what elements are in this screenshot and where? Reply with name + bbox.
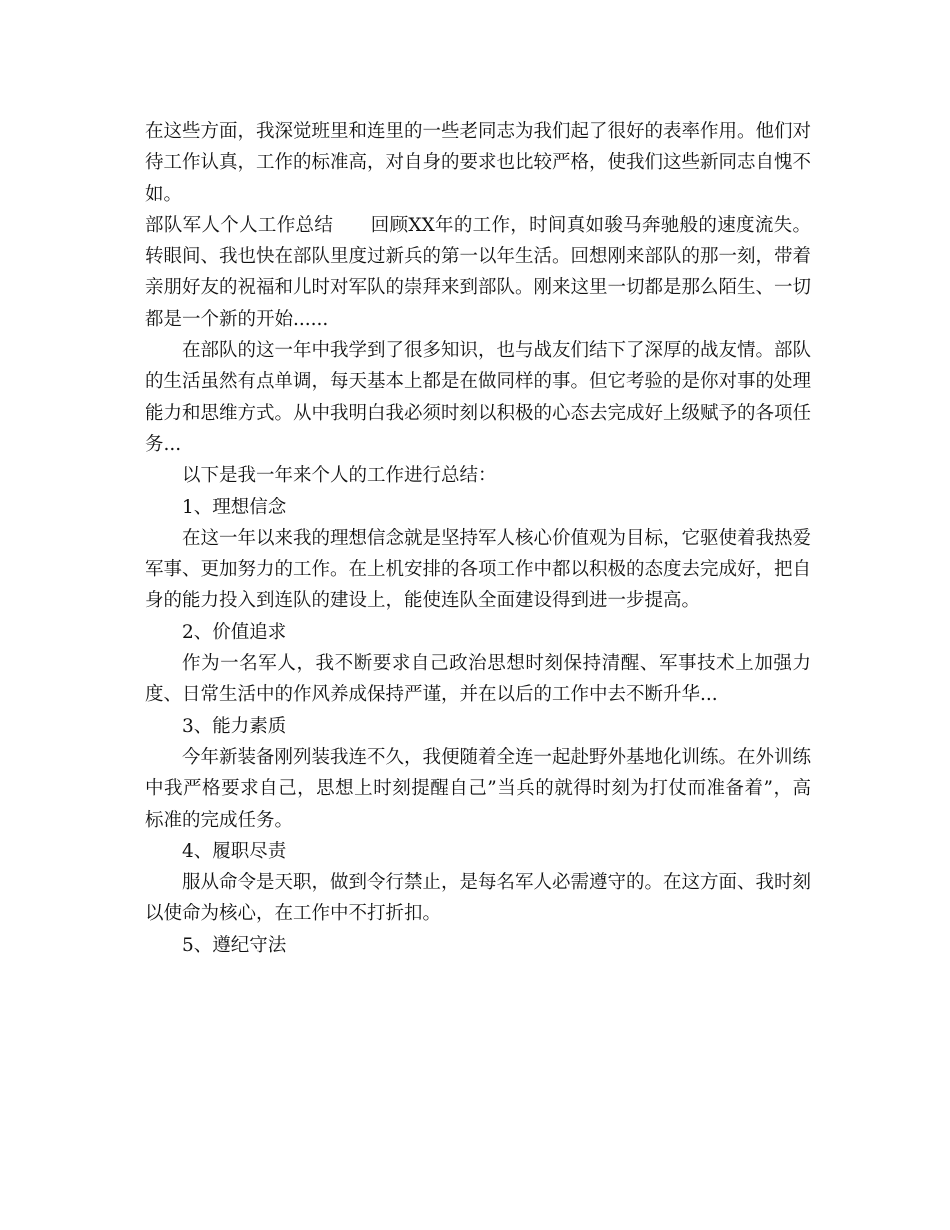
paragraph-duty: 服从命令是天职，做到令行禁止，是每名军人必需遵守的。在这方面、我时刻以使命为核心，在工作中不打折扣。 <box>145 872 812 925</box>
paragraph-summary-lead: 以下是我一年来个人的工作进行总结： <box>182 465 497 487</box>
paragraph-intro: 在这些方面，我深觉班里和连里的一些老同志为我们起了很好的表率作用。他们对待工作认真，工作的标准高，对自身的要求也比较严格，使我们这些新同志自愧不如。 <box>145 121 812 205</box>
section-heading-ideals: 1、理想信念 <box>182 496 287 518</box>
paragraph-values: 作为一名军人，我不断要求自己政治思想时刻保持清醒、军事技术上加强力度、日常生活中的作风养成保持严谨，并在以后的工作中去不断升华... <box>145 653 811 706</box>
paragraph-title-review: 部队军人个人工作总结 回顾XX年的工作，时间真如骏马奔驰般的速度流失。转眼间、我也快在部队里度过新兵的第一以年生活。回想刚来部队的那一刻，带着亲朋好友的祝福和儿时对军队的崇拜来到部队。刚来这里一切都是那么陌生、一切都是一个新的开始...... <box>145 214 812 330</box>
paragraph-year-learning: 在部队的这一年中我学到了很多知识，也与战友们结下了深厚的战友情。部队的生活虽然有点单调，每天基本上都是在做同样的事。但它考验的是你对事的处理能力和思维方式。从中我明白我必须时刻以积极的心态去完成好上级赋予的各项任务... <box>145 340 812 455</box>
document-body <box>145 116 811 961</box>
paragraph-ability: 今年新装备刚列装我连不久，我便随着全连一起赴野外基地化训练。在外训练中我严格要求自己，思想上时刻提醒自己”当兵的就得时刻为打仗而准备着”，高标准的完成任务。 <box>145 746 812 831</box>
section-heading-ability: 3、能力素质 <box>182 715 287 737</box>
paragraph-ideals: 在这一年以来我的理想信念就是坚持军人核心价值观为目标，它驱使着我热爱军事、更加努力的工作。在上机安排的各项工作中都以积极的态度去完成好，把自身的能力投入到连队的建设上，能使连队全面建设得到进一步提高。 <box>145 527 812 612</box>
section-heading-values: 2、价值追求 <box>182 621 287 643</box>
section-heading-duty: 4、履职尽责 <box>182 840 287 862</box>
section-heading-discipline: 5、遵纪守法 <box>182 934 287 956</box>
